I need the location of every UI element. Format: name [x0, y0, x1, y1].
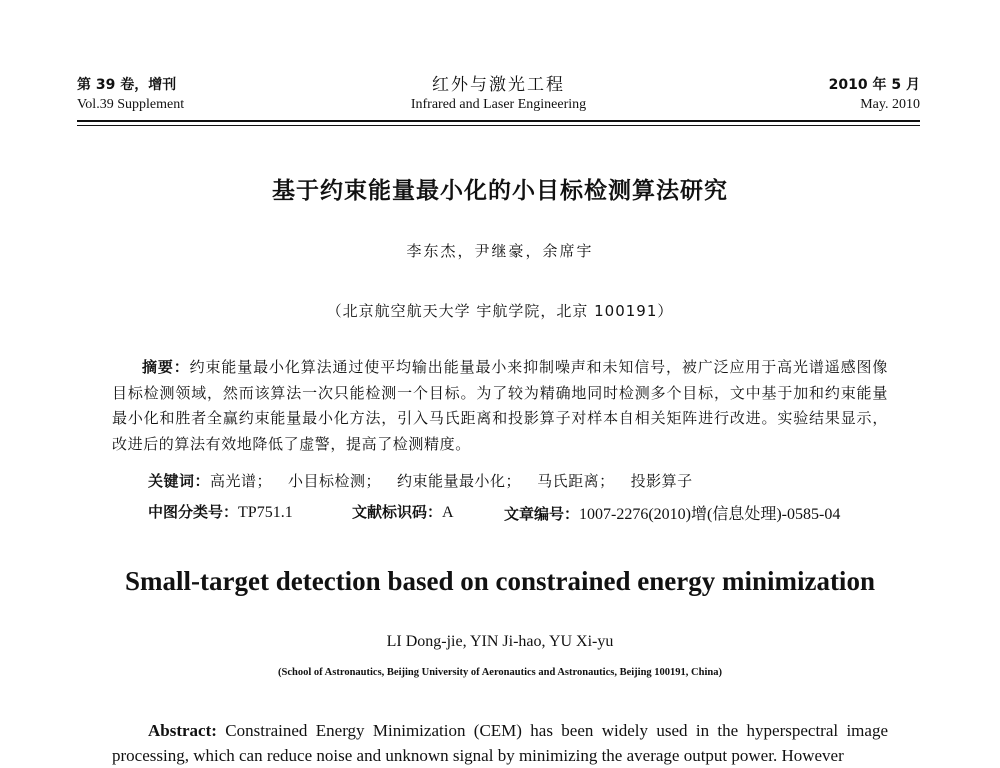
article-label: 文章编号：: [504, 505, 580, 523]
journal-name-zh: 红外与激光工程: [432, 75, 565, 95]
keywords-zh: [148, 470, 709, 491]
paper-title-en: Small-target detection based on constrained energy minimization: [125, 566, 875, 596]
keyword: 高光谱；: [210, 472, 273, 490]
keywords-zh-label: 关键词：: [148, 472, 211, 490]
abstract-en-text: Constrained Energy Minimization (CEM) has been widely used in the hyperspectral image processing, which can reduce noise and unknown signal by minimizing the average output power. However: [112, 721, 888, 765]
date-info: [829, 74, 920, 114]
keyword: 约束能量最小化；: [397, 472, 522, 490]
document-code: [352, 501, 454, 522]
abstract-zh: [112, 355, 888, 457]
authors-zh: 李东杰，尹继豪，余席宇: [406, 242, 594, 260]
clc-label: 中图分类号：: [148, 503, 239, 521]
abstract-en-label: Abstract:: [148, 721, 217, 740]
volume-en: Vol.39 Supplement: [77, 97, 185, 112]
authors-en: LI Dong-jie, YIN Ji-hao, YU Xi-yu: [386, 633, 614, 650]
article-number: [504, 501, 840, 524]
paper-title-zh: 基于约束能量最小化的小目标检测算法研究: [272, 178, 728, 204]
keyword: 小目标检测；: [288, 472, 382, 490]
doc-label: 文献标识码：: [352, 503, 443, 521]
date-en: May. 2010: [860, 97, 920, 112]
journal-name-en: Infrared and Laser Engineering: [410, 97, 587, 112]
abstract-zh-text: 约束能量最小化算法通过使平均输出能量最小来抑制噪声和未知信号，被广泛应用于高光谱遥感图像目标检测领域，然而该算法一次只能检测一个目标。为了较为精确地同时检测多个目标，文中基于加和约束能量最小化和胜者全赢约束能量最小化方法，引入马氏距离和投影算子对样本自相关矩阵进行改进。实验结果显示，改进后的算法有效地降低了虚警，提高了检测精度。: [112, 358, 888, 453]
header-rule-thick: [77, 120, 920, 122]
clc-number: [148, 501, 293, 522]
journal-info: [77, 74, 920, 114]
date-zh: 2010 年 5 月: [828, 77, 920, 93]
affiliation-en: (School of Astronautics, Beijing University of Aeronautics and Astronautics, Beijing 100191, China): [278, 667, 722, 678]
volume-zh: 第 39 卷，增刊: [77, 77, 177, 93]
keyword: 马氏距离；: [537, 472, 615, 490]
clc-value: TP751.1: [238, 504, 293, 521]
running-header: [77, 74, 920, 122]
abstract-zh-label: 摘要：: [142, 358, 190, 376]
keyword: 投影算子: [630, 472, 693, 490]
doc-value: A: [442, 504, 454, 521]
article-value: 1007-2276(2010)增(信息处理)-0585-04: [579, 506, 841, 523]
abstract-en: [112, 718, 888, 768]
header-rule-thin: [77, 125, 920, 126]
affiliation-zh: （北京航空航天大学 宇航学院，北京 100191）: [326, 302, 674, 320]
